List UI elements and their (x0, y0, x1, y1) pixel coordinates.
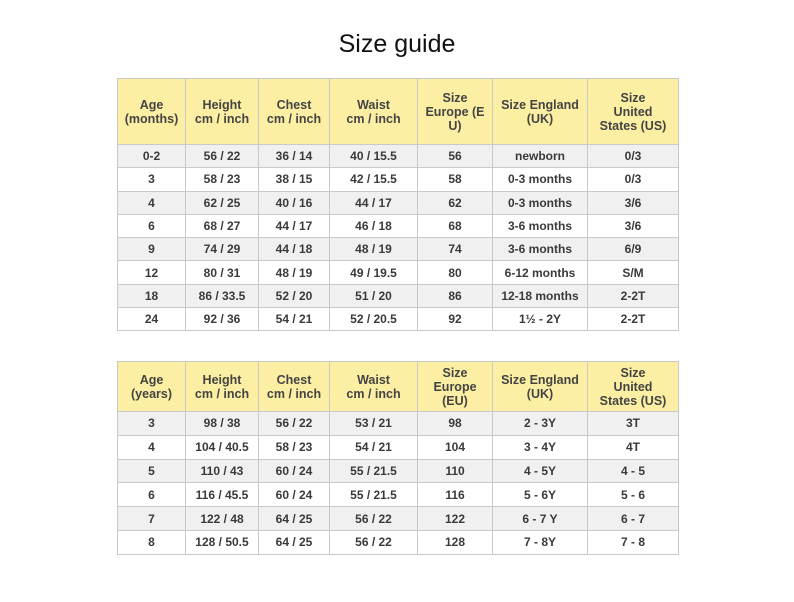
table-row (118, 145, 679, 168)
table-cell: 3 (118, 168, 186, 191)
table-cell: 92 / 36 (186, 308, 259, 331)
column-header (493, 79, 588, 145)
column-header-text: Size (620, 365, 646, 380)
size-table-years (117, 361, 679, 555)
table-cell: 48 / 19 (330, 238, 418, 261)
column-header (259, 362, 330, 412)
table-cell: 1½ - 2Y (493, 308, 588, 331)
column-header (259, 79, 330, 145)
table-cell: 56 / 22 (330, 507, 418, 531)
column-header-text: cm / inch (194, 386, 250, 401)
table-row (118, 308, 679, 331)
table-cell: 51 / 20 (330, 284, 418, 307)
table-cell: 46 / 18 (330, 214, 418, 237)
table-cell: 98 (418, 412, 493, 436)
table-cell: 3 (118, 412, 186, 436)
column-header-text: (years) (131, 386, 172, 401)
column-header (186, 79, 259, 145)
column-header-text: Waist (357, 97, 390, 112)
table-cell: 128 / 50.5 (186, 530, 259, 554)
table-row (118, 238, 679, 261)
column-header-text: Height (202, 372, 242, 387)
column-header-text: Waist (357, 372, 390, 387)
table-cell: 4T (588, 435, 679, 459)
table-cell: 4 (118, 435, 186, 459)
table-cell: 3/6 (588, 191, 679, 214)
table-cell: 4 (118, 191, 186, 214)
table-cell: 36 / 14 (259, 145, 330, 168)
table-cell: 55 / 21.5 (330, 459, 418, 483)
table-cell: 6 - 7 (588, 507, 679, 531)
column-header-text: United (613, 379, 653, 394)
table-cell: 24 (118, 308, 186, 331)
table-cell: 0-2 (118, 145, 186, 168)
column-header-text: Age (139, 97, 164, 112)
table-cell: newborn (493, 145, 588, 168)
table-cell: 0/3 (588, 168, 679, 191)
column-header-text: cm / inch (346, 386, 401, 401)
table-cell: 60 / 24 (259, 459, 330, 483)
table-body (118, 412, 679, 555)
table-cell: 3-6 months (493, 214, 588, 237)
table-cell: 68 / 27 (186, 214, 259, 237)
page-title: Size guide (338, 30, 456, 58)
column-header-text: Europe (E (425, 104, 485, 119)
column-header-text: cm / inch (266, 386, 322, 401)
table-cell: 18 (118, 284, 186, 307)
table-cell: 3 - 4Y (493, 435, 588, 459)
table-cell: 38 / 15 (259, 168, 330, 191)
table-cell: 2-2T (588, 284, 679, 307)
table-cell: 80 / 31 (186, 261, 259, 284)
table-cell: 4 - 5Y (493, 459, 588, 483)
column-header-text: cm / inch (194, 111, 250, 126)
table-cell: 2-2T (588, 308, 679, 331)
header-row (118, 79, 679, 145)
table-cell: 0-3 months (493, 168, 588, 191)
table-cell: S/M (588, 261, 679, 284)
table-cell: 42 / 15.5 (330, 168, 418, 191)
table-cell: 5 - 6 (588, 483, 679, 507)
column-header-text: Size (442, 365, 468, 380)
table-cell: 58 (418, 168, 493, 191)
table-cell: 6 - 7 Y (493, 507, 588, 531)
table-header (118, 79, 679, 145)
table-cell: 64 / 25 (259, 507, 330, 531)
column-header (330, 362, 418, 412)
column-header (418, 79, 493, 145)
table-row (118, 168, 679, 191)
column-header-text: Chest (276, 372, 312, 387)
table-cell: 3/6 (588, 214, 679, 237)
column-header-text: Age (139, 372, 164, 387)
table-cell: 74 (418, 238, 493, 261)
column-header-text: Size (620, 90, 646, 105)
table-cell: 2 - 3Y (493, 412, 588, 436)
table-cell: 12 (118, 261, 186, 284)
table-cell: 86 (418, 284, 493, 307)
table-cell: 40 / 15.5 (330, 145, 418, 168)
table-cell: 64 / 25 (259, 530, 330, 554)
table-cell: 6-12 months (493, 261, 588, 284)
table-row (118, 459, 679, 483)
table-cell: 110 (418, 459, 493, 483)
table-cell: 6 (118, 214, 186, 237)
table-row (118, 483, 679, 507)
column-header-text: (EU) (442, 393, 468, 408)
table-cell: 44 / 17 (259, 214, 330, 237)
table-cell: 68 (418, 214, 493, 237)
table-cell: 56 / 22 (330, 530, 418, 554)
header-row (118, 362, 679, 412)
column-header-text: (months) (124, 111, 179, 126)
table-cell: 58 / 23 (259, 435, 330, 459)
column-header-text: Size (442, 90, 468, 105)
table-cell: 7 (118, 507, 186, 531)
table-cell: 53 / 21 (330, 412, 418, 436)
column-header (418, 362, 493, 412)
table-cell: 58 / 23 (186, 168, 259, 191)
table-row (118, 435, 679, 459)
table-cell: 62 / 25 (186, 191, 259, 214)
table-cell: 104 / 40.5 (186, 435, 259, 459)
table-row (118, 284, 679, 307)
column-header-text: Size England (501, 372, 579, 387)
table-cell: 55 / 21.5 (330, 483, 418, 507)
table-cell: 0-3 months (493, 191, 588, 214)
column-header-text: States (US) (599, 118, 667, 133)
table-cell: 56 (418, 145, 493, 168)
column-header-text: United (613, 104, 653, 119)
table-cell: 5 - 6Y (493, 483, 588, 507)
table-body (118, 145, 679, 331)
column-header-text: cm / inch (266, 111, 322, 126)
table-cell: 128 (418, 530, 493, 554)
table-cell: 56 / 22 (259, 412, 330, 436)
table-cell: 110 / 43 (186, 459, 259, 483)
column-header (588, 362, 679, 412)
table-row (118, 261, 679, 284)
table-cell: 74 / 29 (186, 238, 259, 261)
table-row (118, 507, 679, 531)
column-header (118, 362, 186, 412)
column-header (118, 79, 186, 145)
table-cell: 3-6 months (493, 238, 588, 261)
table-cell: 92 (418, 308, 493, 331)
table-cell: 0/3 (588, 145, 679, 168)
table-cell: 104 (418, 435, 493, 459)
table-row (118, 191, 679, 214)
table-cell: 44 / 18 (259, 238, 330, 261)
column-header-text: Size England (501, 97, 579, 112)
column-header (588, 79, 679, 145)
table-cell: 116 / 45.5 (186, 483, 259, 507)
table-cell: 122 (418, 507, 493, 531)
table-cell: 80 (418, 261, 493, 284)
table-cell: 6 (118, 483, 186, 507)
table-row (118, 530, 679, 554)
column-header-text: Height (202, 97, 242, 112)
table-cell: 6/9 (588, 238, 679, 261)
column-header-text: States (US) (599, 393, 667, 408)
table-row (118, 412, 679, 436)
column-header (186, 362, 259, 412)
table-cell: 54 / 21 (259, 308, 330, 331)
table-cell: 5 (118, 459, 186, 483)
table-cell: 54 / 21 (330, 435, 418, 459)
table-cell: 52 / 20.5 (330, 308, 418, 331)
column-header-text: U) (448, 118, 462, 133)
table-cell: 62 (418, 191, 493, 214)
table-cell: 49 / 19.5 (330, 261, 418, 284)
table-cell: 56 / 22 (186, 145, 259, 168)
table-cell: 12-18 months (493, 284, 588, 307)
column-header-text: Chest (276, 97, 312, 112)
table-cell: 9 (118, 238, 186, 261)
table-cell: 48 / 19 (259, 261, 330, 284)
table-cell: 86 / 33.5 (186, 284, 259, 307)
table-cell: 4 - 5 (588, 459, 679, 483)
table-cell: 44 / 17 (330, 191, 418, 214)
column-header (330, 79, 418, 145)
table-cell: 7 - 8Y (493, 530, 588, 554)
column-header-text: cm / inch (346, 111, 401, 126)
table-row (118, 214, 679, 237)
table-cell: 40 / 16 (259, 191, 330, 214)
table-cell: 8 (118, 530, 186, 554)
table-header (118, 362, 679, 412)
column-header-text: (UK) (526, 111, 554, 126)
table-cell: 98 / 38 (186, 412, 259, 436)
size-table-months (117, 78, 679, 331)
table-cell: 52 / 20 (259, 284, 330, 307)
column-header (493, 362, 588, 412)
column-header-text: (UK) (526, 386, 554, 401)
table-cell: 7 - 8 (588, 530, 679, 554)
table-cell: 116 (418, 483, 493, 507)
table-cell: 3T (588, 412, 679, 436)
column-header-text: Europe (433, 379, 477, 394)
table-cell: 122 / 48 (186, 507, 259, 531)
table-cell: 60 / 24 (259, 483, 330, 507)
